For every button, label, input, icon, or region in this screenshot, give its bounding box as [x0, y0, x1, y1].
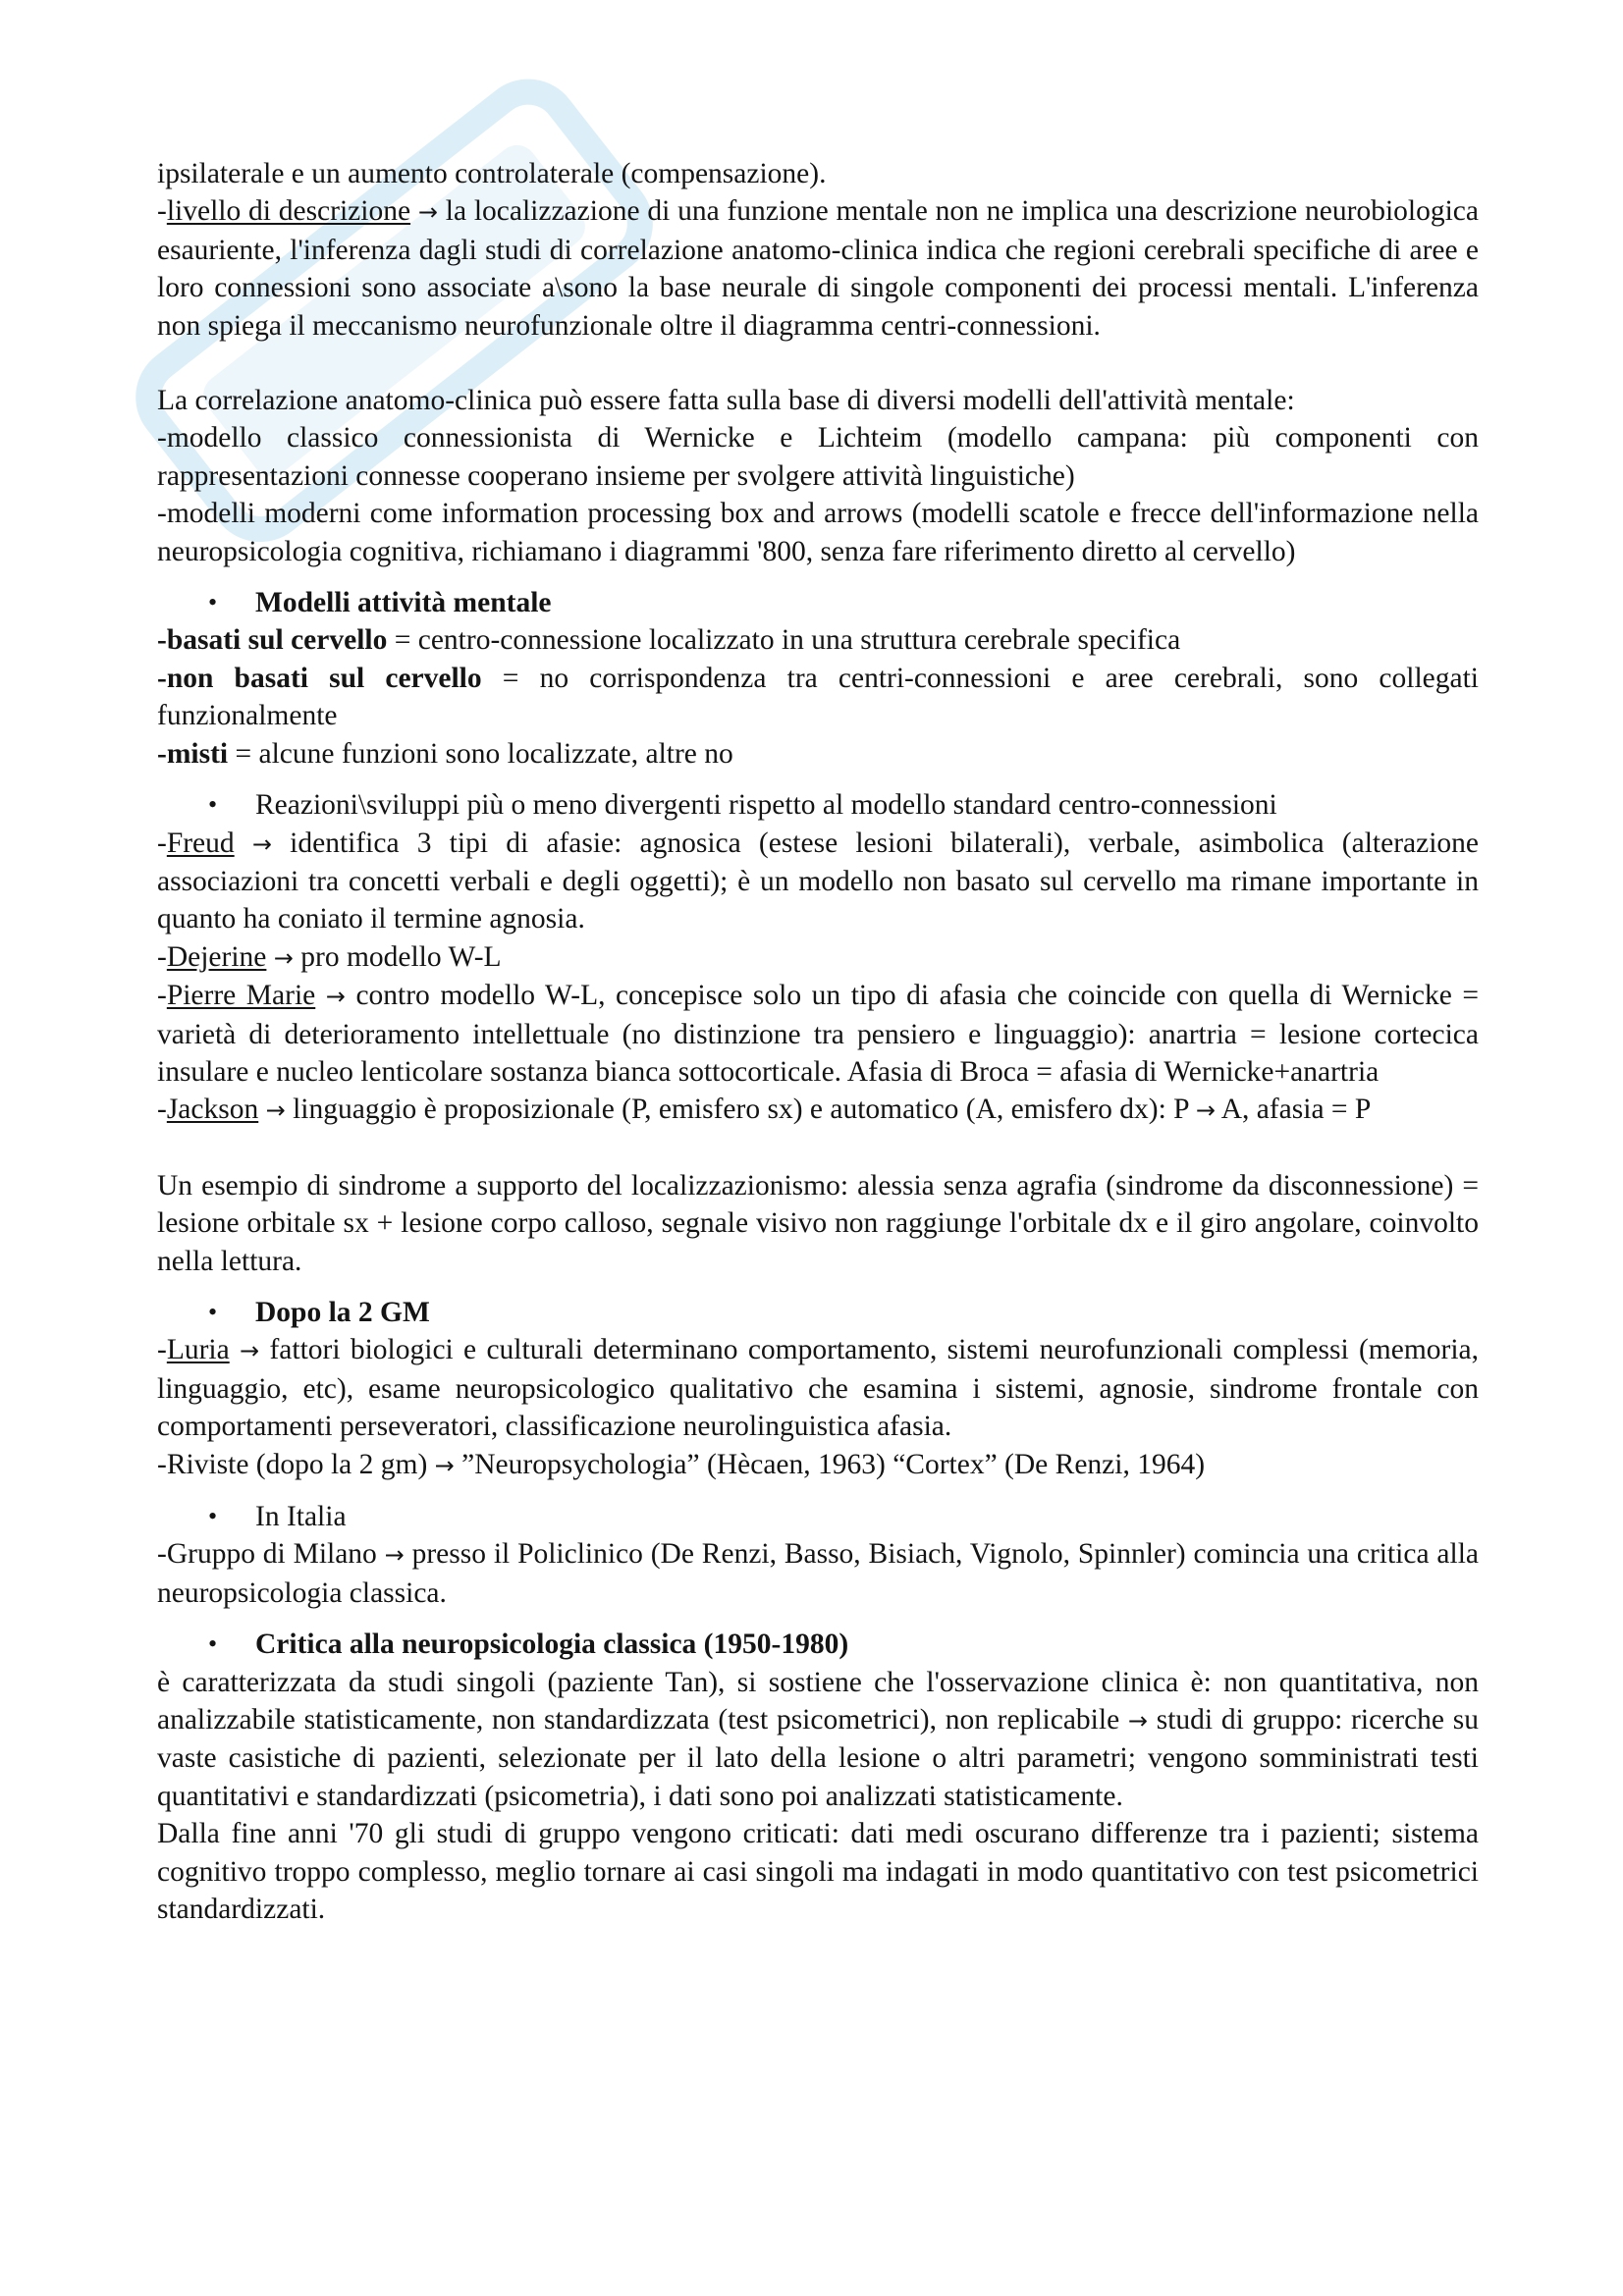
arrow-icon: →: [325, 983, 346, 1011]
arrow-icon: →: [1195, 1096, 1216, 1125]
arrow-icon: →: [1127, 1707, 1149, 1735]
paragraph: è caratterizzata da studi singoli (paziente Tan), si sostiene che l'osservazione clinica è: non quantitativa, non analizzabile statisticamente, non standardizzata (test psicometrici), non replicabile → studi di gruppo: ricerche su vaste casistiche di pazienti, selezionate per il lato della lesione o altri parametri; vengono somministrati testi quantitativi e standardizzati (psicometria), i dati sono poi analizzati statisticamente.: [157, 1666, 1479, 1812]
section-heading: • In Italia: [157, 1498, 1479, 1535]
bullet-icon: •: [208, 1297, 218, 1326]
paragraph: ipsilaterale e un aumento controlaterale (compensazione).: [157, 158, 827, 189]
list-item: -Riviste (dopo la 2 gm) → ”Neuropsychologia” (Hècaen, 1963) “Cortex” (De Renzi, 1964): [157, 1448, 1206, 1480]
bullet-icon: •: [208, 588, 218, 617]
list-item: -non basati sul cervello = no corrispondenza tra centri-connessioni e aree cerebrali, sono collegati funzionalmente: [157, 662, 1479, 732]
arrow-icon: →: [273, 943, 294, 972]
list-item: -basati sul cervello = centro-connessione localizzato in una struttura cerebrale specifica: [157, 624, 1181, 657]
list-item: -Freud → identifica 3 tipi di afasie: agnosica (estese lesioni bilaterali), verbale, asimbolica (alterazione associazioni tra concetti verbali e degli oggetti); è un modello non basato sul cervello ma rimane importante in quanto ha coniato il termine agnosia.: [157, 827, 1479, 935]
bullet-icon: •: [208, 790, 218, 820]
bullet-icon: •: [208, 1502, 218, 1530]
section-heading: • Critica alla neuropsicologia classica (1950-1980): [157, 1626, 1479, 1663]
list-item: -Jackson → linguaggio è proposizionale (P, emisfero sx) e automatico (A, emisfero dx): P → A, afasia = P: [157, 1094, 1372, 1126]
arrow-icon: →: [384, 1541, 405, 1570]
paragraph: Un esempio di sindrome a supporto del localizzazionismo: alessia senza agrafia (sindrome da disconnessione) = lesione orbitale sx + lesione corpo calloso, segnale visivo non raggiunge l'orbitale dx e il giro angolare, coinvolto nella lettura.: [157, 1169, 1479, 1277]
list-item: -misti = alcune funzioni sono localizzate, altre no: [157, 737, 733, 770]
section-heading: • Modelli attività mentale: [157, 584, 1479, 621]
list-item: -Gruppo di Milano → presso il Policlinico (De Renzi, Basso, Bisiach, Vignolo, Spinnler) comincia una critica alla neuropsicologia classica.: [157, 1538, 1479, 1609]
paragraph: -modello classico connessionista di Wernicke e Lichteim (modello campana: più componenti con rappresentazioni connesse cooperano insieme per svolgere attività linguistiche): [157, 422, 1479, 492]
paragraph: -modelli moderni come information processing box and arrows (modelli scatole e frecce dell'informazione nella neuropsicologia cognitiva, richiamano i diagrammi '800, senza fare riferimento diretto al cervello): [157, 498, 1479, 567]
section-heading: • Dopo la 2 GM: [157, 1294, 1479, 1331]
document-page: [157, 155, 1479, 1928]
underlined-term: livello di descrizione: [166, 195, 411, 228]
bullet-icon: •: [208, 1629, 218, 1659]
paragraph-livello-descrizione: -livello di descrizione → la localizzazione di una funzione mentale non ne implica una descrizione neurobiologica esauriente, l'inferenza dagli studi di correlazione anatomo-clinica indica che regioni cerebrali specifiche di aree e loro connessioni sono associate a\sono la base neurale di singole componenti dei processi mentali. L'inferenza non spiega il meccanismo neurofunzionale oltre il diagramma centri-connessioni.: [157, 195, 1479, 342]
arrow-icon: →: [434, 1451, 455, 1479]
paragraph: La correlazione anatomo-clinica può essere fatta sulla base di diversi modelli dell'attività mentale:: [157, 385, 1295, 417]
section-heading: • Reazioni\sviluppi più o meno divergenti rispetto al modello standard centro-connessioni: [157, 786, 1479, 824]
arrow-icon: →: [265, 1096, 286, 1125]
arrow-icon: →: [417, 198, 438, 227]
list-item: -Pierre Marie → contro modello W-L, concepisce solo un tipo di afasia che coincide con quella di Wernicke = varietà di deterioramento intellettuale (no distinzione tra pensiero e linguaggio): anartria = lesione cortecica insulare e nucleo lenticolare sostanza bianca sottocorticale. Afasia di Broca = afasia di Wernicke+anartria: [157, 980, 1480, 1088]
paragraph: Dalla fine anni '70 gli studi di gruppo vengono criticati: dati medi oscurano differenze tra i pazienti; sistema cognitivo troppo complesso, meglio tornare ai casi singoli ma indagati in modo quantitativo con test psicometrici standardizzati.: [157, 1818, 1479, 1926]
list-item: -Dejerine → pro modello W-L: [157, 940, 502, 973]
arrow-icon: →: [240, 1337, 260, 1365]
list-item: -Luria → fattori biologici e culturali determinano comportamento, sistemi neurofunzionali complessi (memoria, linguaggio, etc), esame neuropsicologico qualitativo che esamina i sistemi, agnosie, sindrome frontale con comportamenti perseveratori, classificazione neurolinguistica afasia.: [157, 1334, 1479, 1443]
arrow-icon: →: [251, 829, 272, 858]
